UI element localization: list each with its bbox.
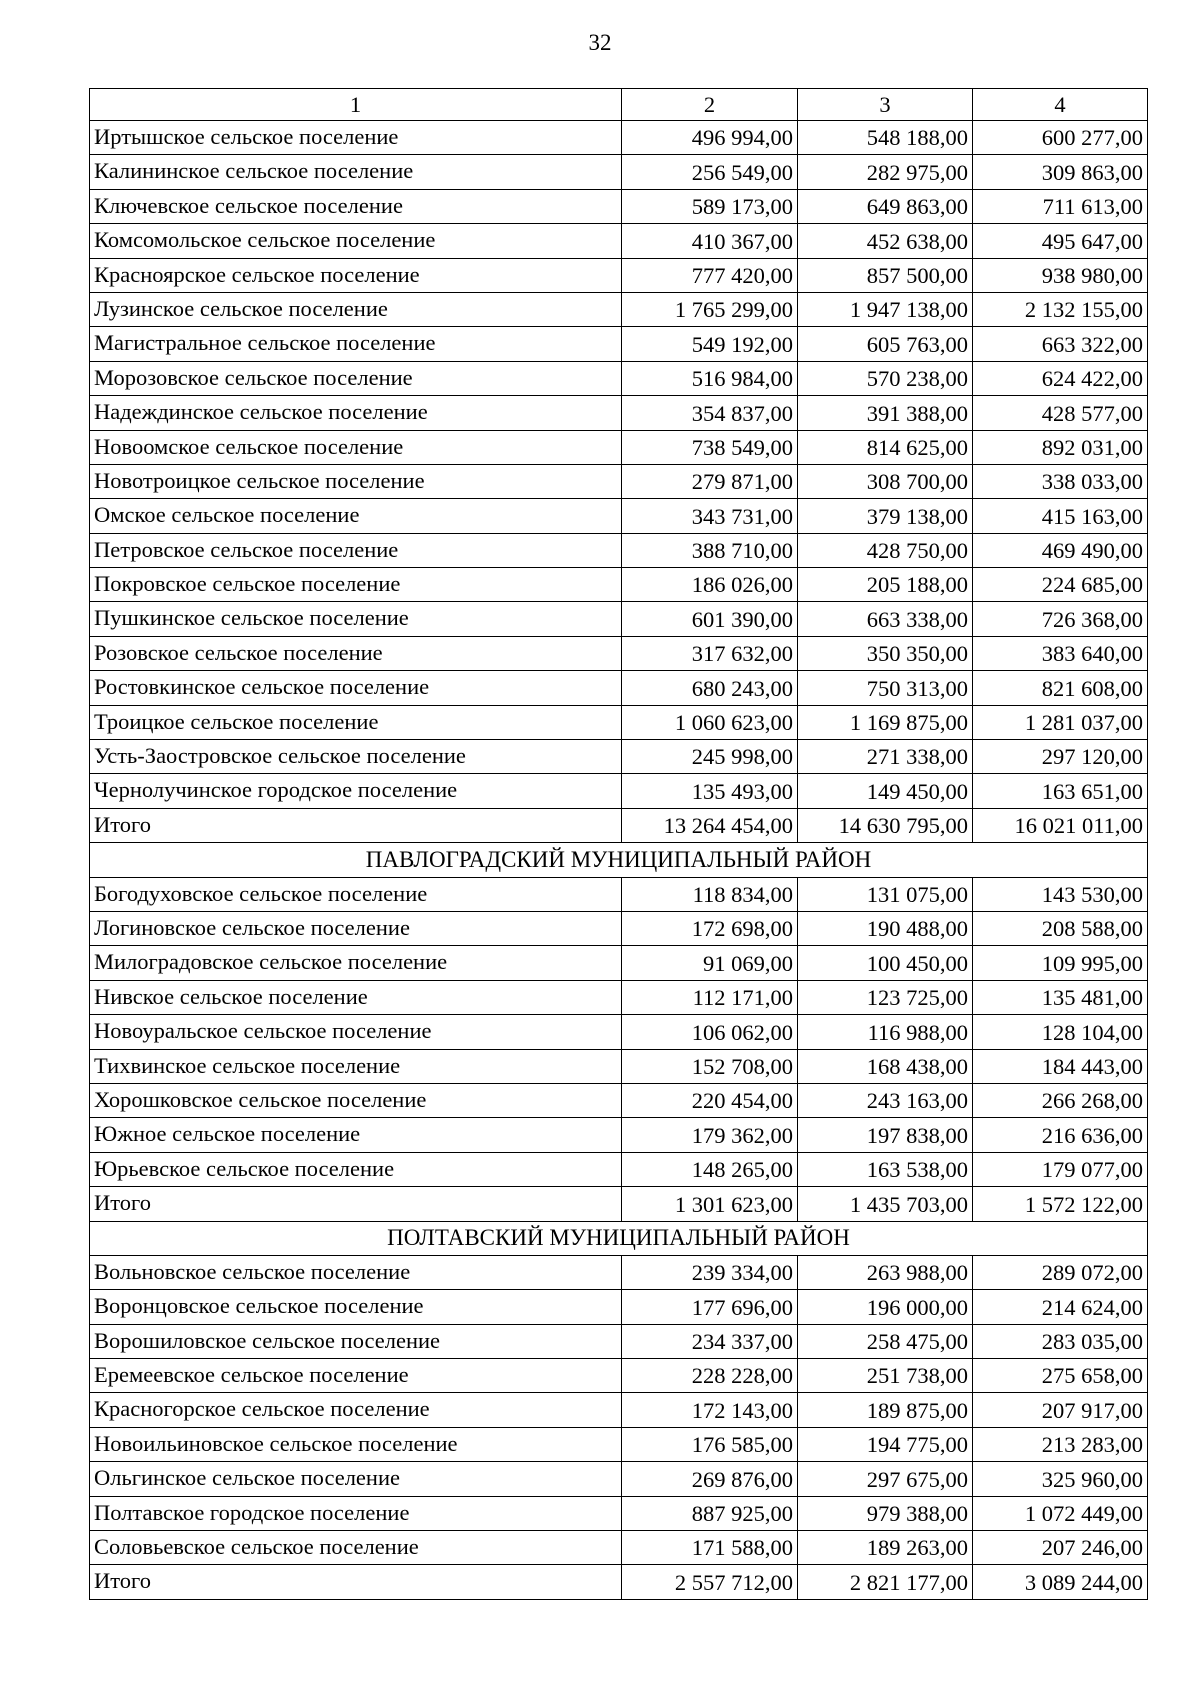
- table-row: [90, 292, 1148, 326]
- value-cell-col3: 251 738,00: [798, 1359, 973, 1393]
- table-row: [90, 1255, 1148, 1289]
- table-row: [90, 1462, 1148, 1496]
- value-cell-col3: 548 188,00: [798, 121, 973, 155]
- table-row: [90, 396, 1148, 430]
- value-cell-col4: 207 917,00: [973, 1393, 1148, 1427]
- value-cell-col3: 271 338,00: [798, 740, 973, 774]
- value-cell-col4: 216 636,00: [973, 1118, 1148, 1152]
- column-header-2: 2: [622, 89, 798, 121]
- table-row: [90, 1152, 1148, 1186]
- settlement-name-cell: Надеждинское сельское поселение: [90, 396, 622, 430]
- settlement-name-cell: Воронцовское сельское поселение: [90, 1290, 622, 1324]
- column-header-4: 4: [973, 89, 1148, 121]
- table-row: [90, 533, 1148, 567]
- value-cell-col4: 726 368,00: [973, 602, 1148, 636]
- value-cell-col4: 663 322,00: [973, 327, 1148, 361]
- value-cell-col2: 354 837,00: [622, 396, 798, 430]
- table-row: [90, 705, 1148, 739]
- budget-table: [89, 88, 1148, 1600]
- settlement-name-cell: Ворошиловское сельское поселение: [90, 1324, 622, 1358]
- settlement-name-cell: Троицкое сельское поселение: [90, 705, 622, 739]
- value-cell-col3: 189 875,00: [798, 1393, 973, 1427]
- table-row: [90, 499, 1148, 533]
- value-cell-col3: 814 625,00: [798, 430, 973, 464]
- value-cell-col2: 516 984,00: [622, 361, 798, 395]
- table-row: [90, 671, 1148, 705]
- value-cell-col4: 325 960,00: [973, 1462, 1148, 1496]
- table-row: [90, 740, 1148, 774]
- settlement-name-cell: Магистральное сельское поселение: [90, 327, 622, 361]
- value-cell-col2: 220 454,00: [622, 1083, 798, 1117]
- value-cell-col2: 1 301 623,00: [622, 1187, 798, 1221]
- value-cell-col3: 2 821 177,00: [798, 1565, 973, 1599]
- value-cell-col4: 214 624,00: [973, 1290, 1148, 1324]
- settlement-name-cell: Морозовское сельское поселение: [90, 361, 622, 395]
- value-cell-col4: 600 277,00: [973, 121, 1148, 155]
- table-row: [90, 327, 1148, 361]
- table-row: [90, 464, 1148, 498]
- value-cell-col2: 239 334,00: [622, 1255, 798, 1289]
- value-cell-col4: 289 072,00: [973, 1255, 1148, 1289]
- value-cell-col3: 205 188,00: [798, 568, 973, 602]
- value-cell-col2: 106 062,00: [622, 1015, 798, 1049]
- value-cell-col2: 172 143,00: [622, 1393, 798, 1427]
- settlement-name-cell: Покровское сельское поселение: [90, 568, 622, 602]
- table-row: [90, 1118, 1148, 1152]
- value-cell-col4: 143 530,00: [973, 877, 1148, 911]
- table-body: [90, 89, 1148, 1600]
- value-cell-col3: 116 988,00: [798, 1015, 973, 1049]
- table-row: [90, 1015, 1148, 1049]
- value-cell-col4: 383 640,00: [973, 636, 1148, 670]
- section-heading-row: [90, 1221, 1148, 1255]
- settlement-name-cell: Логиновское сельское поселение: [90, 911, 622, 945]
- settlement-name-cell: Нивское сельское поселение: [90, 980, 622, 1014]
- settlement-name-cell: Итого: [90, 1565, 622, 1599]
- value-cell-col3: 428 750,00: [798, 533, 973, 567]
- page-number: 32: [588, 30, 612, 55]
- settlement-name-cell: Усть-Заостровское сельское поселение: [90, 740, 622, 774]
- value-cell-col3: 196 000,00: [798, 1290, 973, 1324]
- table-row: [90, 1393, 1148, 1427]
- value-cell-col2: 186 026,00: [622, 568, 798, 602]
- settlement-name-cell: Новотроицкое сельское поселение: [90, 464, 622, 498]
- table-row: [90, 602, 1148, 636]
- value-cell-col3: 14 630 795,00: [798, 808, 973, 842]
- value-cell-col2: 589 173,00: [622, 189, 798, 223]
- value-cell-col4: 624 422,00: [973, 361, 1148, 395]
- table-row: [90, 189, 1148, 223]
- settlement-name-cell: Милоградовское сельское поселение: [90, 946, 622, 980]
- table-row: [90, 774, 1148, 808]
- settlement-name-cell: Юрьевское сельское поселение: [90, 1152, 622, 1186]
- value-cell-col2: 388 710,00: [622, 533, 798, 567]
- value-cell-col4: 469 490,00: [973, 533, 1148, 567]
- value-cell-col4: 309 863,00: [973, 155, 1148, 189]
- value-cell-col2: 179 362,00: [622, 1118, 798, 1152]
- value-cell-col3: 391 388,00: [798, 396, 973, 430]
- value-cell-col2: 228 228,00: [622, 1359, 798, 1393]
- value-cell-col3: 979 388,00: [798, 1496, 973, 1530]
- table-row: [90, 258, 1148, 292]
- settlement-name-cell: Комсомольское сельское поселение: [90, 224, 622, 258]
- section-heading: ПАВЛОГРАДСКИЙ МУНИЦИПАЛЬНЫЙ РАЙОН: [90, 843, 1148, 877]
- header-row: [90, 89, 1148, 121]
- value-cell-col2: 2 557 712,00: [622, 1565, 798, 1599]
- value-cell-col2: 118 834,00: [622, 877, 798, 911]
- settlement-name-cell: Красногорское сельское поселение: [90, 1393, 622, 1427]
- table-row: [90, 1359, 1148, 1393]
- value-cell-col2: 410 367,00: [622, 224, 798, 258]
- settlement-name-cell: Итого: [90, 1187, 622, 1221]
- table-row: [90, 1531, 1148, 1565]
- value-cell-col2: 172 698,00: [622, 911, 798, 945]
- settlement-name-cell: Полтавское городское поселение: [90, 1496, 622, 1530]
- table-row: [90, 1427, 1148, 1461]
- value-cell-col2: 13 264 454,00: [622, 808, 798, 842]
- value-cell-col2: 91 069,00: [622, 946, 798, 980]
- value-cell-col2: 496 994,00: [622, 121, 798, 155]
- value-cell-col3: 149 450,00: [798, 774, 973, 808]
- value-cell-col3: 452 638,00: [798, 224, 973, 258]
- value-cell-col3: 297 675,00: [798, 1462, 973, 1496]
- value-cell-col2: 234 337,00: [622, 1324, 798, 1358]
- value-cell-col2: 601 390,00: [622, 602, 798, 636]
- table-row: [90, 1496, 1148, 1530]
- value-cell-col4: 428 577,00: [973, 396, 1148, 430]
- settlement-name-cell: Петровское сельское поселение: [90, 533, 622, 567]
- value-cell-col3: 131 075,00: [798, 877, 973, 911]
- value-cell-col4: 938 980,00: [973, 258, 1148, 292]
- value-cell-col4: 892 031,00: [973, 430, 1148, 464]
- table-row: [90, 877, 1148, 911]
- value-cell-col4: 1 281 037,00: [973, 705, 1148, 739]
- value-cell-col2: 279 871,00: [622, 464, 798, 498]
- settlement-name-cell: Новоильиновское сельское поселение: [90, 1427, 622, 1461]
- value-cell-col3: 857 500,00: [798, 258, 973, 292]
- value-cell-col3: 163 538,00: [798, 1152, 973, 1186]
- table-row: [90, 1290, 1148, 1324]
- value-cell-col3: 1 169 875,00: [798, 705, 973, 739]
- table-row: [90, 1324, 1148, 1358]
- value-cell-col3: 263 988,00: [798, 1255, 973, 1289]
- column-header-3: 3: [798, 89, 973, 121]
- value-cell-col4: 135 481,00: [973, 980, 1148, 1014]
- value-cell-col4: 821 608,00: [973, 671, 1148, 705]
- settlement-name-cell: Ростовкинское сельское поселение: [90, 671, 622, 705]
- value-cell-col2: 177 696,00: [622, 1290, 798, 1324]
- value-cell-col2: 135 493,00: [622, 774, 798, 808]
- value-cell-col3: 190 488,00: [798, 911, 973, 945]
- settlement-name-cell: Богодуховское сельское поселение: [90, 877, 622, 911]
- value-cell-col4: 415 163,00: [973, 499, 1148, 533]
- value-cell-col2: 1 765 299,00: [622, 292, 798, 326]
- value-cell-col4: 3 089 244,00: [973, 1565, 1148, 1599]
- settlement-name-cell: Розовское сельское поселение: [90, 636, 622, 670]
- settlement-name-cell: Калининское сельское поселение: [90, 155, 622, 189]
- settlement-name-cell: Итого: [90, 808, 622, 842]
- value-cell-col4: 163 651,00: [973, 774, 1148, 808]
- settlement-name-cell: Вольновское сельское поселение: [90, 1255, 622, 1289]
- value-cell-col3: 1 435 703,00: [798, 1187, 973, 1221]
- value-cell-col4: 179 077,00: [973, 1152, 1148, 1186]
- value-cell-col4: 711 613,00: [973, 189, 1148, 223]
- column-header-1: 1: [90, 89, 622, 121]
- value-cell-col4: 495 647,00: [973, 224, 1148, 258]
- value-cell-col2: 245 998,00: [622, 740, 798, 774]
- settlement-name-cell: Хорошковское сельское поселение: [90, 1083, 622, 1117]
- value-cell-col3: 570 238,00: [798, 361, 973, 395]
- table-row: [90, 361, 1148, 395]
- value-cell-col2: 680 243,00: [622, 671, 798, 705]
- value-cell-col3: 350 350,00: [798, 636, 973, 670]
- value-cell-col4: 338 033,00: [973, 464, 1148, 498]
- value-cell-col4: 1 572 122,00: [973, 1187, 1148, 1221]
- total-row: [90, 1187, 1148, 1221]
- value-cell-col2: 148 265,00: [622, 1152, 798, 1186]
- value-cell-col3: 605 763,00: [798, 327, 973, 361]
- value-cell-col2: 777 420,00: [622, 258, 798, 292]
- value-cell-col2: 269 876,00: [622, 1462, 798, 1496]
- value-cell-col3: 100 450,00: [798, 946, 973, 980]
- settlement-name-cell: Еремеевское сельское поселение: [90, 1359, 622, 1393]
- table-row: [90, 121, 1148, 155]
- table-row: [90, 568, 1148, 602]
- settlement-name-cell: Лузинское сельское поселение: [90, 292, 622, 326]
- value-cell-col3: 258 475,00: [798, 1324, 973, 1358]
- value-cell-col4: 297 120,00: [973, 740, 1148, 774]
- table-row: [90, 430, 1148, 464]
- table-row: [90, 224, 1148, 258]
- settlement-name-cell: Новоомское сельское поселение: [90, 430, 622, 464]
- total-row: [90, 808, 1148, 842]
- value-cell-col3: 282 975,00: [798, 155, 973, 189]
- section-heading: ПОЛТАВСКИЙ МУНИЦИПАЛЬНЫЙ РАЙОН: [90, 1221, 1148, 1255]
- table-row: [90, 911, 1148, 945]
- value-cell-col2: 176 585,00: [622, 1427, 798, 1461]
- value-cell-col3: 197 838,00: [798, 1118, 973, 1152]
- value-cell-col2: 317 632,00: [622, 636, 798, 670]
- settlement-name-cell: Тихвинское сельское поселение: [90, 1049, 622, 1083]
- value-cell-col4: 16 021 011,00: [973, 808, 1148, 842]
- value-cell-col2: 171 588,00: [622, 1531, 798, 1565]
- value-cell-col3: 379 138,00: [798, 499, 973, 533]
- settlement-name-cell: Ключевское сельское поселение: [90, 189, 622, 223]
- value-cell-col4: 2 132 155,00: [973, 292, 1148, 326]
- value-cell-col2: 738 549,00: [622, 430, 798, 464]
- settlement-name-cell: Южное сельское поселение: [90, 1118, 622, 1152]
- table-row: [90, 980, 1148, 1014]
- settlement-name-cell: Пушкинское сельское поселение: [90, 602, 622, 636]
- value-cell-col3: 243 163,00: [798, 1083, 973, 1117]
- value-cell-col4: 1 072 449,00: [973, 1496, 1148, 1530]
- value-cell-col2: 343 731,00: [622, 499, 798, 533]
- value-cell-col4: 213 283,00: [973, 1427, 1148, 1461]
- value-cell-col3: 168 438,00: [798, 1049, 973, 1083]
- settlement-name-cell: Омское сельское поселение: [90, 499, 622, 533]
- settlement-name-cell: Соловьевское сельское поселение: [90, 1531, 622, 1565]
- settlement-name-cell: Иртышское сельское поселение: [90, 121, 622, 155]
- value-cell-col4: 224 685,00: [973, 568, 1148, 602]
- value-cell-col4: 128 104,00: [973, 1015, 1148, 1049]
- total-row: [90, 1565, 1148, 1599]
- settlement-name-cell: Красноярское сельское поселение: [90, 258, 622, 292]
- value-cell-col3: 750 313,00: [798, 671, 973, 705]
- table-row: [90, 1049, 1148, 1083]
- value-cell-col3: 123 725,00: [798, 980, 973, 1014]
- value-cell-col3: 189 263,00: [798, 1531, 973, 1565]
- value-cell-col4: 266 268,00: [973, 1083, 1148, 1117]
- table-row: [90, 1083, 1148, 1117]
- table-row: [90, 155, 1148, 189]
- value-cell-col2: 152 708,00: [622, 1049, 798, 1083]
- value-cell-col2: 887 925,00: [622, 1496, 798, 1530]
- table-row: [90, 946, 1148, 980]
- value-cell-col2: 112 171,00: [622, 980, 798, 1014]
- value-cell-col4: 275 658,00: [973, 1359, 1148, 1393]
- value-cell-col4: 208 588,00: [973, 911, 1148, 945]
- value-cell-col2: 549 192,00: [622, 327, 798, 361]
- value-cell-col4: 109 995,00: [973, 946, 1148, 980]
- value-cell-col3: 1 947 138,00: [798, 292, 973, 326]
- value-cell-col3: 308 700,00: [798, 464, 973, 498]
- value-cell-col4: 184 443,00: [973, 1049, 1148, 1083]
- value-cell-col4: 283 035,00: [973, 1324, 1148, 1358]
- table-row: [90, 636, 1148, 670]
- settlement-name-cell: Новоуральское сельское поселение: [90, 1015, 622, 1049]
- section-heading-row: [90, 843, 1148, 877]
- value-cell-col3: 663 338,00: [798, 602, 973, 636]
- settlement-name-cell: Чернолучинское городское поселение: [90, 774, 622, 808]
- value-cell-col4: 207 246,00: [973, 1531, 1148, 1565]
- value-cell-col2: 256 549,00: [622, 155, 798, 189]
- value-cell-col3: 649 863,00: [798, 189, 973, 223]
- value-cell-col3: 194 775,00: [798, 1427, 973, 1461]
- settlement-name-cell: Ольгинское сельское поселение: [90, 1462, 622, 1496]
- value-cell-col2: 1 060 623,00: [622, 705, 798, 739]
